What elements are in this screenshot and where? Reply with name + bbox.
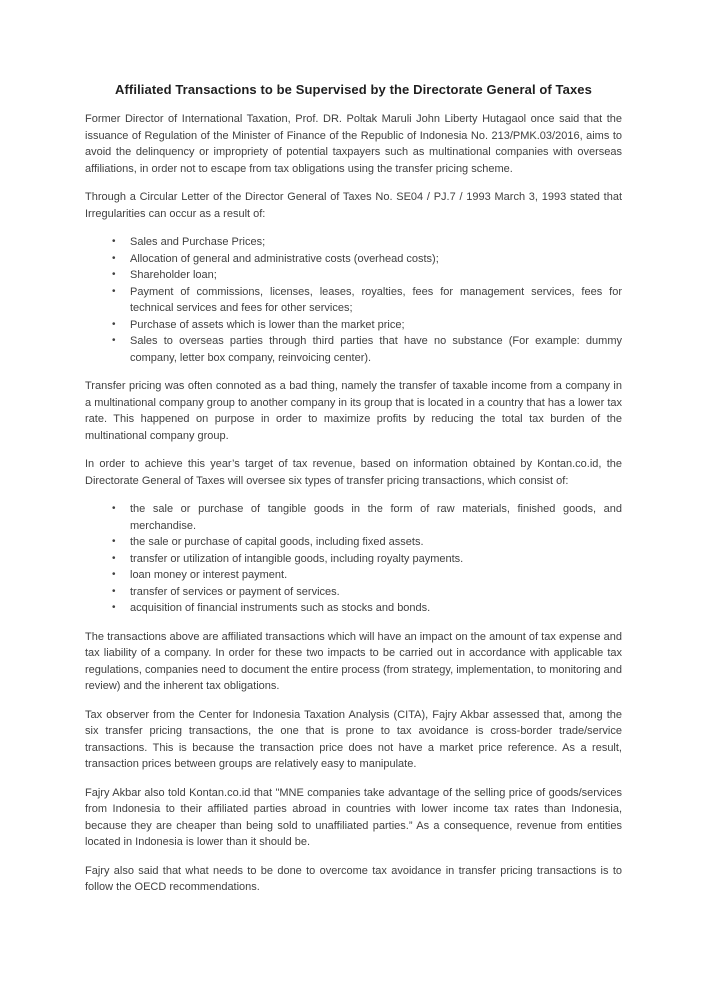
paragraph-affiliated-impact: The transactions above are affiliated transactions which will have an impact on the amount of tax expense and tax liability of a company. In order for these two impacts to be carried out in accordance with applicable tax regulations, companies need to document the entire process (from strategy, implementation, to monitoring and review) and the inherent tax obligations. <box>85 630 622 692</box>
list-item <box>85 534 622 551</box>
bullet-icon: • <box>112 552 116 564</box>
list-item-text: Sales and Purchase Prices; <box>130 236 266 248</box>
list-item-text: loan money or interest payment. <box>130 569 288 581</box>
list-item <box>85 333 622 366</box>
bullet-icon: • <box>112 318 116 330</box>
bullet-icon: • <box>112 236 116 247</box>
paragraph-circular-letter: Through a Circular Letter of the Director General of Taxes No. SE04 / PJ.7 / 1993 March 3, 1993 stated that Irregularities can occur as a result of: <box>85 191 622 220</box>
bullet-icon: • <box>112 536 116 547</box>
irregularities-list <box>85 234 622 366</box>
list-item <box>85 600 622 617</box>
bullet-icon: • <box>112 602 116 613</box>
bullet-icon: • <box>112 285 116 297</box>
bullet-icon: • <box>112 503 116 514</box>
bullet-icon: • <box>112 585 116 597</box>
list-item-text: Sales to overseas parties through third parties that have no substance (For example: dummy company, letter box company, reinvoicing center). <box>130 335 622 364</box>
bullet-icon: • <box>112 269 116 280</box>
paragraph-transfer-pricing: Transfer pricing was often connoted as a bad thing, namely the transfer of taxable income from a company in a multinational company group to another company in its group that is located in a country that has a lower tax rate. This happened on purpose in order to maximize profits by reducing the total tax burden of the multinational company group. <box>85 380 622 442</box>
list-item <box>85 551 622 568</box>
list-item-text: acquisition of financial instruments such as stocks and bonds. <box>130 602 431 614</box>
bullet-icon: • <box>112 252 116 264</box>
list-item <box>85 284 622 317</box>
list-item-text: transfer of services or payment of services. <box>130 585 340 598</box>
transaction-types-list <box>85 501 622 617</box>
paragraph-cita-observer: Tax observer from the Center for Indonesia Taxation Analysis (CITA), Fajry Akbar assessed that, among the six transfer pricing transactions, the one that is prone to tax avoidance is cross-border trade/service transactions. This is because the transaction price does not have a market price reference. As a result, transaction prices between groups are relatively easy to manipulate. <box>85 708 622 770</box>
list-item-text: Payment of commissions, licenses, leases, royalties, fees for management services, fees for technical services and fees for other services; <box>130 285 622 314</box>
bullet-icon: • <box>112 335 116 346</box>
paragraph-intro: Former Director of International Taxation, Prof. DR. Poltak Maruli John Liberty Hutagaol once said that the issuance of Regulation of the Minister of Finance of the Republic of Indonesia No. 213/PMK.03/2016, aims to avoid the delinquency or impropriety of potential taxpayers such as multinational companies with overseas affiliations, in order not to escape from tax obligations using the transfer pricing scheme. <box>85 113 622 175</box>
list-item <box>85 501 622 534</box>
bullet-icon: • <box>112 569 116 580</box>
list-item-text: the sale or purchase of tangible goods in the form of raw materials, finished goods, and merchandise. <box>130 503 622 532</box>
list-item-text: Allocation of general and administrative costs (overhead costs); <box>130 252 439 265</box>
list-item <box>85 251 622 268</box>
list-item-text: the sale or purchase of capital goods, including fixed assets. <box>130 536 424 548</box>
paragraph-tax-revenue-target: In order to achieve this year’s target of tax revenue, based on information obtained by Kontan.co.id, the Directorate General of Taxes will oversee six types of transfer pricing transactions, which consist of: <box>85 458 622 487</box>
list-item <box>85 584 622 601</box>
list-item <box>85 267 622 284</box>
list-item <box>85 567 622 584</box>
paragraph-mne-quote: Fajry Akbar also told Kontan.co.id that "MNE companies take advantage of the selling price of goods/services from Indonesia to their affiliated parties abroad in countries with lower income tax rates than Indonesia, because they are cheaper than being sold to unaffiliated parties.” As a consequence, revenue from entities located in Indonesia is lower than it should be. <box>85 786 622 848</box>
paragraph-oecd: Fajry also said that what needs to be done to overcome tax avoidance in transfer pricing transactions is to follow the OECD recommendations. <box>85 864 622 893</box>
list-item <box>85 234 622 251</box>
list-item-text: transfer or utilization of intangible goods, including royalty payments. <box>130 552 464 565</box>
document-title: Affiliated Transactions to be Supervised by the Directorate General of Taxes <box>115 82 592 97</box>
list-item <box>85 317 622 334</box>
list-item-text: Purchase of assets which is lower than the market price; <box>130 318 405 331</box>
list-item-text: Shareholder loan; <box>130 269 217 281</box>
